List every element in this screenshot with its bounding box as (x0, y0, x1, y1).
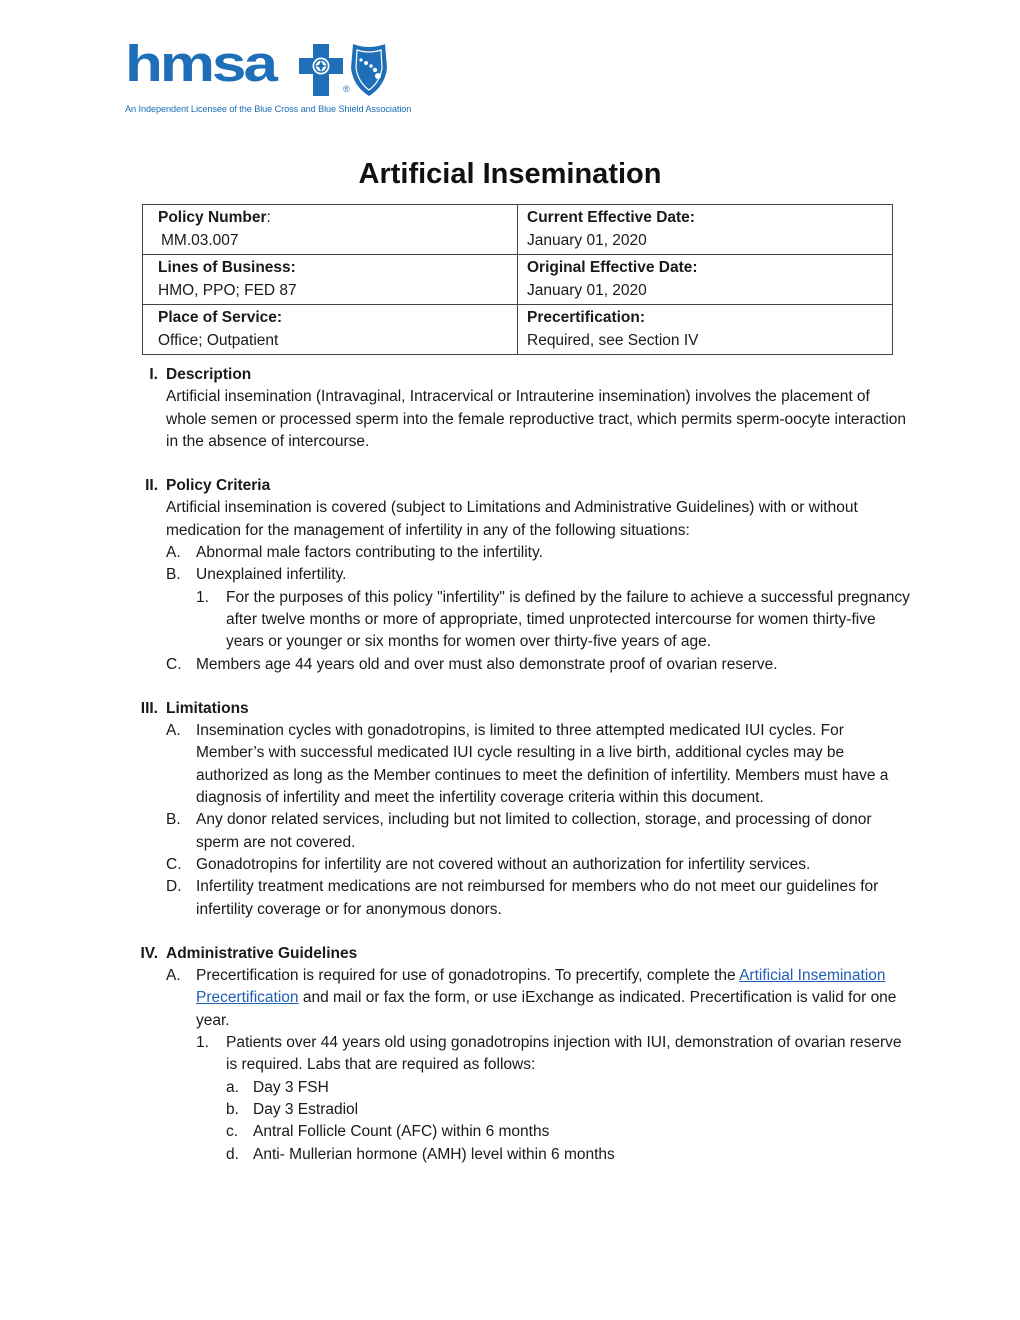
list-marker: d. (226, 1145, 239, 1163)
list-item (130, 587, 910, 654)
list-item (130, 654, 910, 676)
table-row (143, 255, 893, 305)
lines-of-business-value: HMO, PPO; FED 87 (158, 281, 297, 299)
list-item-text: Patients over 44 years old using gonadotropins injection with IUI, demonstration of ovarian reserve is required. Labs that are required as follows: (226, 1034, 902, 1074)
lab-item-text: Day 3 Estradiol (253, 1100, 359, 1118)
lines-of-business-label: Lines of Business: (158, 259, 296, 276)
list-item-text: Members age 44 years old and over must also demonstrate proof of ovarian reserve. (196, 655, 778, 673)
section-heading (130, 698, 910, 720)
list-marker: C. (166, 655, 182, 673)
list-item-text: Gonadotropins for infertility are not covered without an authorization for infertility services. (196, 855, 811, 873)
list-item-text-post: and mail or fax the form, or use iExchange as indicated. Precertification is valid for one year. (196, 989, 897, 1029)
lab-item-text: Anti- Mullerian hormone (AMH) level within 6 months (253, 1145, 615, 1163)
current-effective-label: Current Effective Date: (527, 209, 695, 226)
policy-number-colon: : (266, 209, 271, 226)
table-row (143, 305, 893, 355)
list-item-text: For the purposes of this policy "infertility" is defined by the failure to achieve a successful pregnancy after twelve months or more of appropriate, timed unprotected intercourse for women thirty-five years or younger or six months for women over thirty-five years of age. (226, 588, 910, 651)
precertification-value: Required, see Section IV (527, 331, 699, 349)
list-item-text: Unexplained infertility. (196, 566, 347, 584)
section-title: Description (166, 366, 252, 383)
lab-item (130, 1099, 910, 1121)
section-number: II. (145, 477, 158, 495)
list-item-text: Insemination cycles with gonadotropins, is limited to three attempted medicated IUI cycles. For Member’s with successful medicated IUI cycle resulting in a live birth, additional cycles may be authorized as long as the Member continues to meet the definition of infertility. Members must have a diagnosis of infertility and meet the infertility coverage criteria within this document. (196, 722, 889, 807)
list-item (130, 854, 910, 876)
section-title: Limitations (166, 699, 249, 717)
blue-cross-blue-shield-icon (297, 42, 397, 98)
list-marker: 1. (196, 1034, 209, 1052)
policy-number-value: MM.03.007 (161, 231, 239, 249)
section-title: Administrative Guidelines (166, 944, 358, 962)
place-of-service-value: Office; Outpatient (158, 331, 279, 349)
list-item (130, 1032, 910, 1077)
original-effective-cell (518, 255, 893, 305)
lab-item (130, 1144, 910, 1166)
criteria-intro: Artificial insemination is covered (subject to Limitations and Administrative Guidelines) with or without medication for the management of infertility in any of the following situations: (166, 499, 858, 539)
description-text: Artificial insemination (Intravaginal, Intracervical or Intrauterine insemination) involves the placement of whole semen or processed sperm into the female reproductive tract, which permits sperm-oocyte interaction in the absence of intercourse. (166, 388, 907, 450)
lab-item-text: Antral Follicle Count (AFC) within 6 months (253, 1123, 550, 1141)
current-effective-cell (518, 205, 893, 255)
original-effective-label: Original Effective Date: (527, 259, 698, 276)
lab-item (130, 1077, 910, 1099)
policy-info-table (142, 204, 893, 355)
policy-number-label: Policy Number (158, 209, 267, 226)
logo-tagline: An Independent Licensee of the Blue Cross and Blue Shield Association (125, 104, 412, 114)
section-description (130, 364, 910, 453)
policy-sections (130, 364, 910, 1188)
precertification-form-link[interactable]: Artificial Insemination Precertification (196, 967, 886, 1007)
list-marker: c. (226, 1123, 239, 1141)
lines-of-business-cell (143, 255, 518, 305)
hmsa-logo (125, 35, 425, 120)
page-title: Artificial Insemination (358, 158, 662, 190)
table-row (143, 205, 893, 255)
precertification-label: Precertification: (527, 309, 646, 326)
list-marker: b. (226, 1100, 239, 1118)
original-effective-value: January 01, 2020 (527, 281, 647, 299)
list-item-text: Infertility treatment medications are not reimbursed for members who do not meet our guidelines for infertility coverage or for anonymous donors. (196, 878, 879, 918)
section-number: IV. (140, 944, 158, 962)
list-item (130, 965, 910, 1032)
lab-item (130, 1121, 910, 1143)
place-of-service-cell (143, 305, 518, 355)
section-policy-criteria (130, 475, 910, 676)
current-effective-value: January 01, 2020 (527, 231, 647, 249)
section-limitations (130, 698, 910, 921)
policy-number-label-group (158, 207, 509, 230)
list-item (130, 876, 910, 921)
list-marker: a. (226, 1078, 239, 1096)
list-item-text-pre: Precertification is required for use of gonadotropins. To precertify, complete the (196, 967, 740, 985)
section-title: Policy Criteria (166, 477, 271, 495)
section-heading (130, 943, 910, 965)
policy-number-cell (143, 205, 518, 255)
list-item (130, 809, 910, 854)
section-number: III. (140, 699, 158, 717)
list-marker: C. (166, 855, 182, 873)
lab-item-text: Day 3 FSH (253, 1078, 329, 1096)
list-item (130, 720, 910, 809)
list-item-text: Abnormal male factors contributing to the infertility. (196, 544, 543, 562)
list-marker: B. (166, 811, 181, 829)
section-number: I. (149, 366, 158, 383)
list-item (130, 564, 910, 586)
list-item-text: Any donor related services, including but not limited to collection, storage, and processing of donor sperm are not covered. (196, 811, 872, 851)
section-administrative-guidelines (130, 943, 910, 1166)
list-marker: A. (166, 544, 181, 562)
section-heading (130, 475, 910, 497)
place-of-service-label: Place of Service: (158, 309, 283, 326)
list-marker: D. (166, 878, 182, 896)
precertification-cell (518, 305, 893, 355)
list-marker: A. (166, 967, 181, 985)
list-marker: A. (166, 722, 181, 740)
list-item (130, 542, 910, 564)
list-marker: B. (166, 566, 181, 584)
registered-mark: ® (343, 84, 350, 94)
section-heading (130, 364, 910, 386)
logo-wordmark: hmsa (125, 35, 275, 93)
list-marker: 1. (196, 588, 209, 606)
